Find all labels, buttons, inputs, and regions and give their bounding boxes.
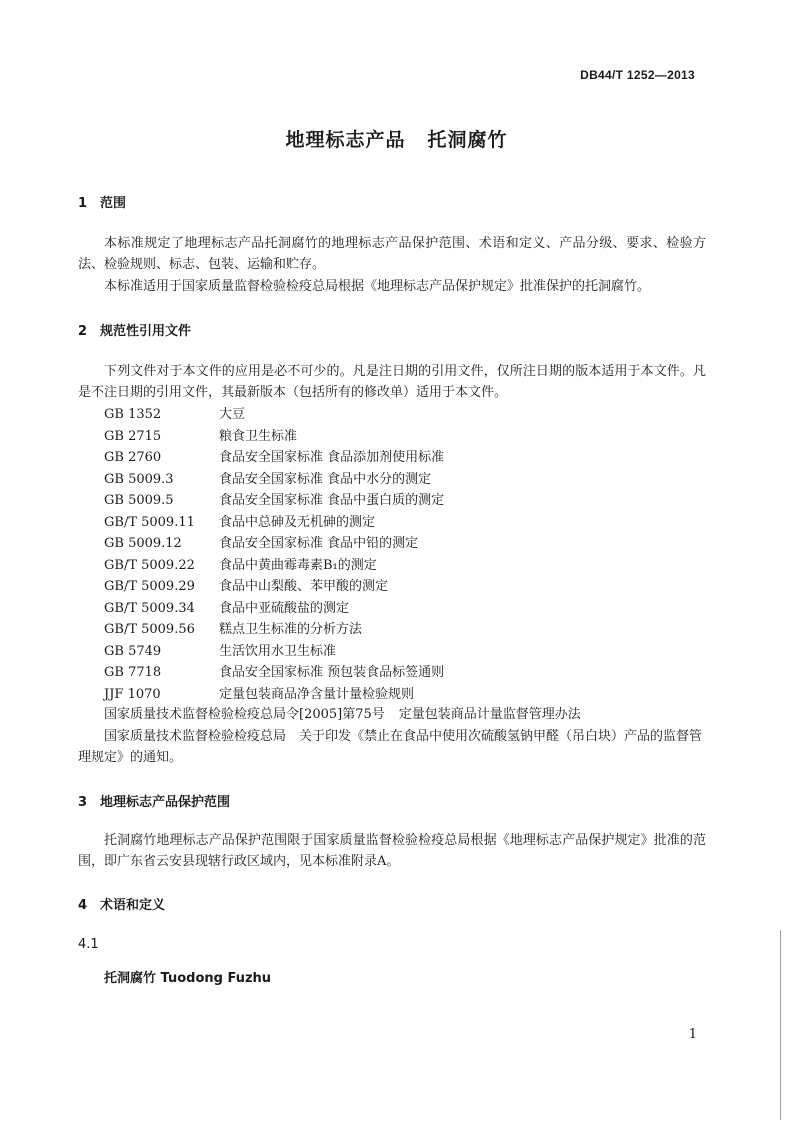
section-number: 2: [78, 324, 88, 339]
reference-row: [104, 662, 714, 684]
reference-code: GB 2715: [104, 428, 162, 444]
reference-code: GB/T 5009.56: [104, 622, 195, 637]
reference-code: GB 5009.3: [104, 471, 174, 487]
section-title: 规范性引用文件: [100, 324, 192, 339]
section-title: 范围: [100, 196, 127, 211]
reference-row: [104, 684, 714, 706]
section-4-heading: [78, 894, 165, 913]
title-part-2: 托洞腐竹: [427, 129, 508, 151]
reference-title: 大豆: [219, 407, 246, 422]
reference-code: GB 5009.12: [104, 536, 182, 551]
term-number: 4.1: [78, 937, 99, 952]
reference-code: GB 1352: [104, 407, 162, 422]
reference-title: 定量包装商品净含量计量检验规则: [219, 686, 415, 702]
section-1-heading: [78, 192, 126, 211]
reference-code: GB 2760: [104, 450, 162, 465]
section-number: 3: [78, 795, 88, 810]
reference-title: 食品中黄曲霉毒素B₁的测定: [219, 557, 377, 573]
section-3-paragraph: 托洞腐竹地理标志产品保护范围限于国家质量监督检验检疫总局根据《地理标志产品保护规定》批准的范围，即广东省云安县现辖行政区域内，见本标准附录A。: [78, 833, 706, 869]
reference-row: [104, 426, 714, 448]
section-number: 4: [78, 898, 88, 913]
reference-title: 食品安全国家标准 食品添加剂使用标准: [219, 450, 445, 465]
reference-code: JJF 1070: [104, 686, 161, 702]
section-title: 术语和定义: [100, 898, 166, 913]
reference-row: [104, 576, 714, 598]
section-number: 1: [78, 196, 88, 211]
reference-row: [104, 404, 714, 426]
section-1-paragraph-1: 本标准规定了地理标志产品托洞腐竹的地理标志产品保护范围、术语和定义、产品分级、要求、检验方法、检验规则、标志、包装、运输和贮存。: [78, 236, 706, 272]
decree-title: 定量包装商品计量监督管理办法: [398, 707, 581, 722]
section-2-heading: [78, 320, 191, 339]
reference-title: 粮食卫生标准: [219, 428, 298, 444]
reference-code: GB/T 5009.22: [104, 557, 195, 573]
reference-row: [104, 533, 714, 555]
section-3-heading: [78, 791, 230, 810]
section-1-paragraph-2: 本标准适用于国家质量监督检验检疫总局根据《地理标志产品保护规定》批准保护的托洞腐竹。: [104, 279, 651, 294]
reference-row: [104, 641, 714, 663]
reference-code: GB 5009.5: [104, 493, 174, 508]
decree-reference: [78, 704, 706, 725]
reference-row: [104, 512, 714, 534]
reference-row: [104, 555, 714, 577]
reference-code: GB/T 5009.29: [104, 579, 195, 594]
page-number: 1: [688, 1027, 697, 1042]
document-title: [0, 125, 793, 152]
scan-edge-line: [780, 930, 781, 1120]
reference-row: [104, 619, 714, 641]
reference-title: 食品安全国家标准 食品中水分的测定: [219, 471, 432, 487]
section-title: 地理标志产品保护范围: [100, 795, 231, 810]
reference-title: 食品中亚硫酸盐的测定: [219, 600, 350, 616]
reference-row: [104, 490, 714, 512]
reference-title: 生活饮用水卫生标准: [219, 643, 337, 659]
reference-code: GB/T 5009.34: [104, 600, 195, 616]
reference-title: 食品安全国家标准 食品中蛋白质的测定: [219, 493, 445, 508]
reference-code: GB/T 5009.11: [104, 514, 195, 530]
section-2-paragraph: 下列文件对于本文件的应用是必不可少的。凡是注日期的引用文件，仅所注日期的版本适用于本文件。凡是不注日期的引用文件，其最新版本（包括所有的修改单）适用于本文件。: [78, 364, 706, 400]
reference-code: GB 7718: [104, 665, 162, 680]
decree-code: 国家质量技术监督检验检疫总局令[2005]第75号: [104, 707, 385, 722]
reference-title: 糕点卫生标准的分析方法: [219, 622, 363, 637]
reference-row: [104, 598, 714, 620]
reference-code: GB 5749: [104, 643, 162, 659]
reference-title: 食品中总砷及无机砷的测定: [219, 514, 376, 530]
standard-code: DB44/T 1252—2013: [580, 68, 695, 82]
reference-title: 食品安全国家标准 食品中铅的测定: [219, 536, 419, 551]
notice-reference: 国家质量技术监督检验检疫总局 关于印发《禁止在食品中使用次硫酸氢钠甲醛（吊白块）产品的监督管理规定》的通知。: [78, 729, 703, 765]
reference-row: [104, 447, 714, 469]
title-part-1: 地理标志产品: [285, 129, 406, 151]
reference-title: 食品中山梨酸、苯甲酸的测定: [219, 579, 389, 594]
term-name: 托洞腐竹 Tuodong Fuzhu: [104, 971, 272, 986]
reference-row: [104, 469, 714, 491]
reference-title: 食品安全国家标准 预包装食品标签通则: [219, 665, 445, 680]
normative-references-list: [104, 404, 714, 705]
